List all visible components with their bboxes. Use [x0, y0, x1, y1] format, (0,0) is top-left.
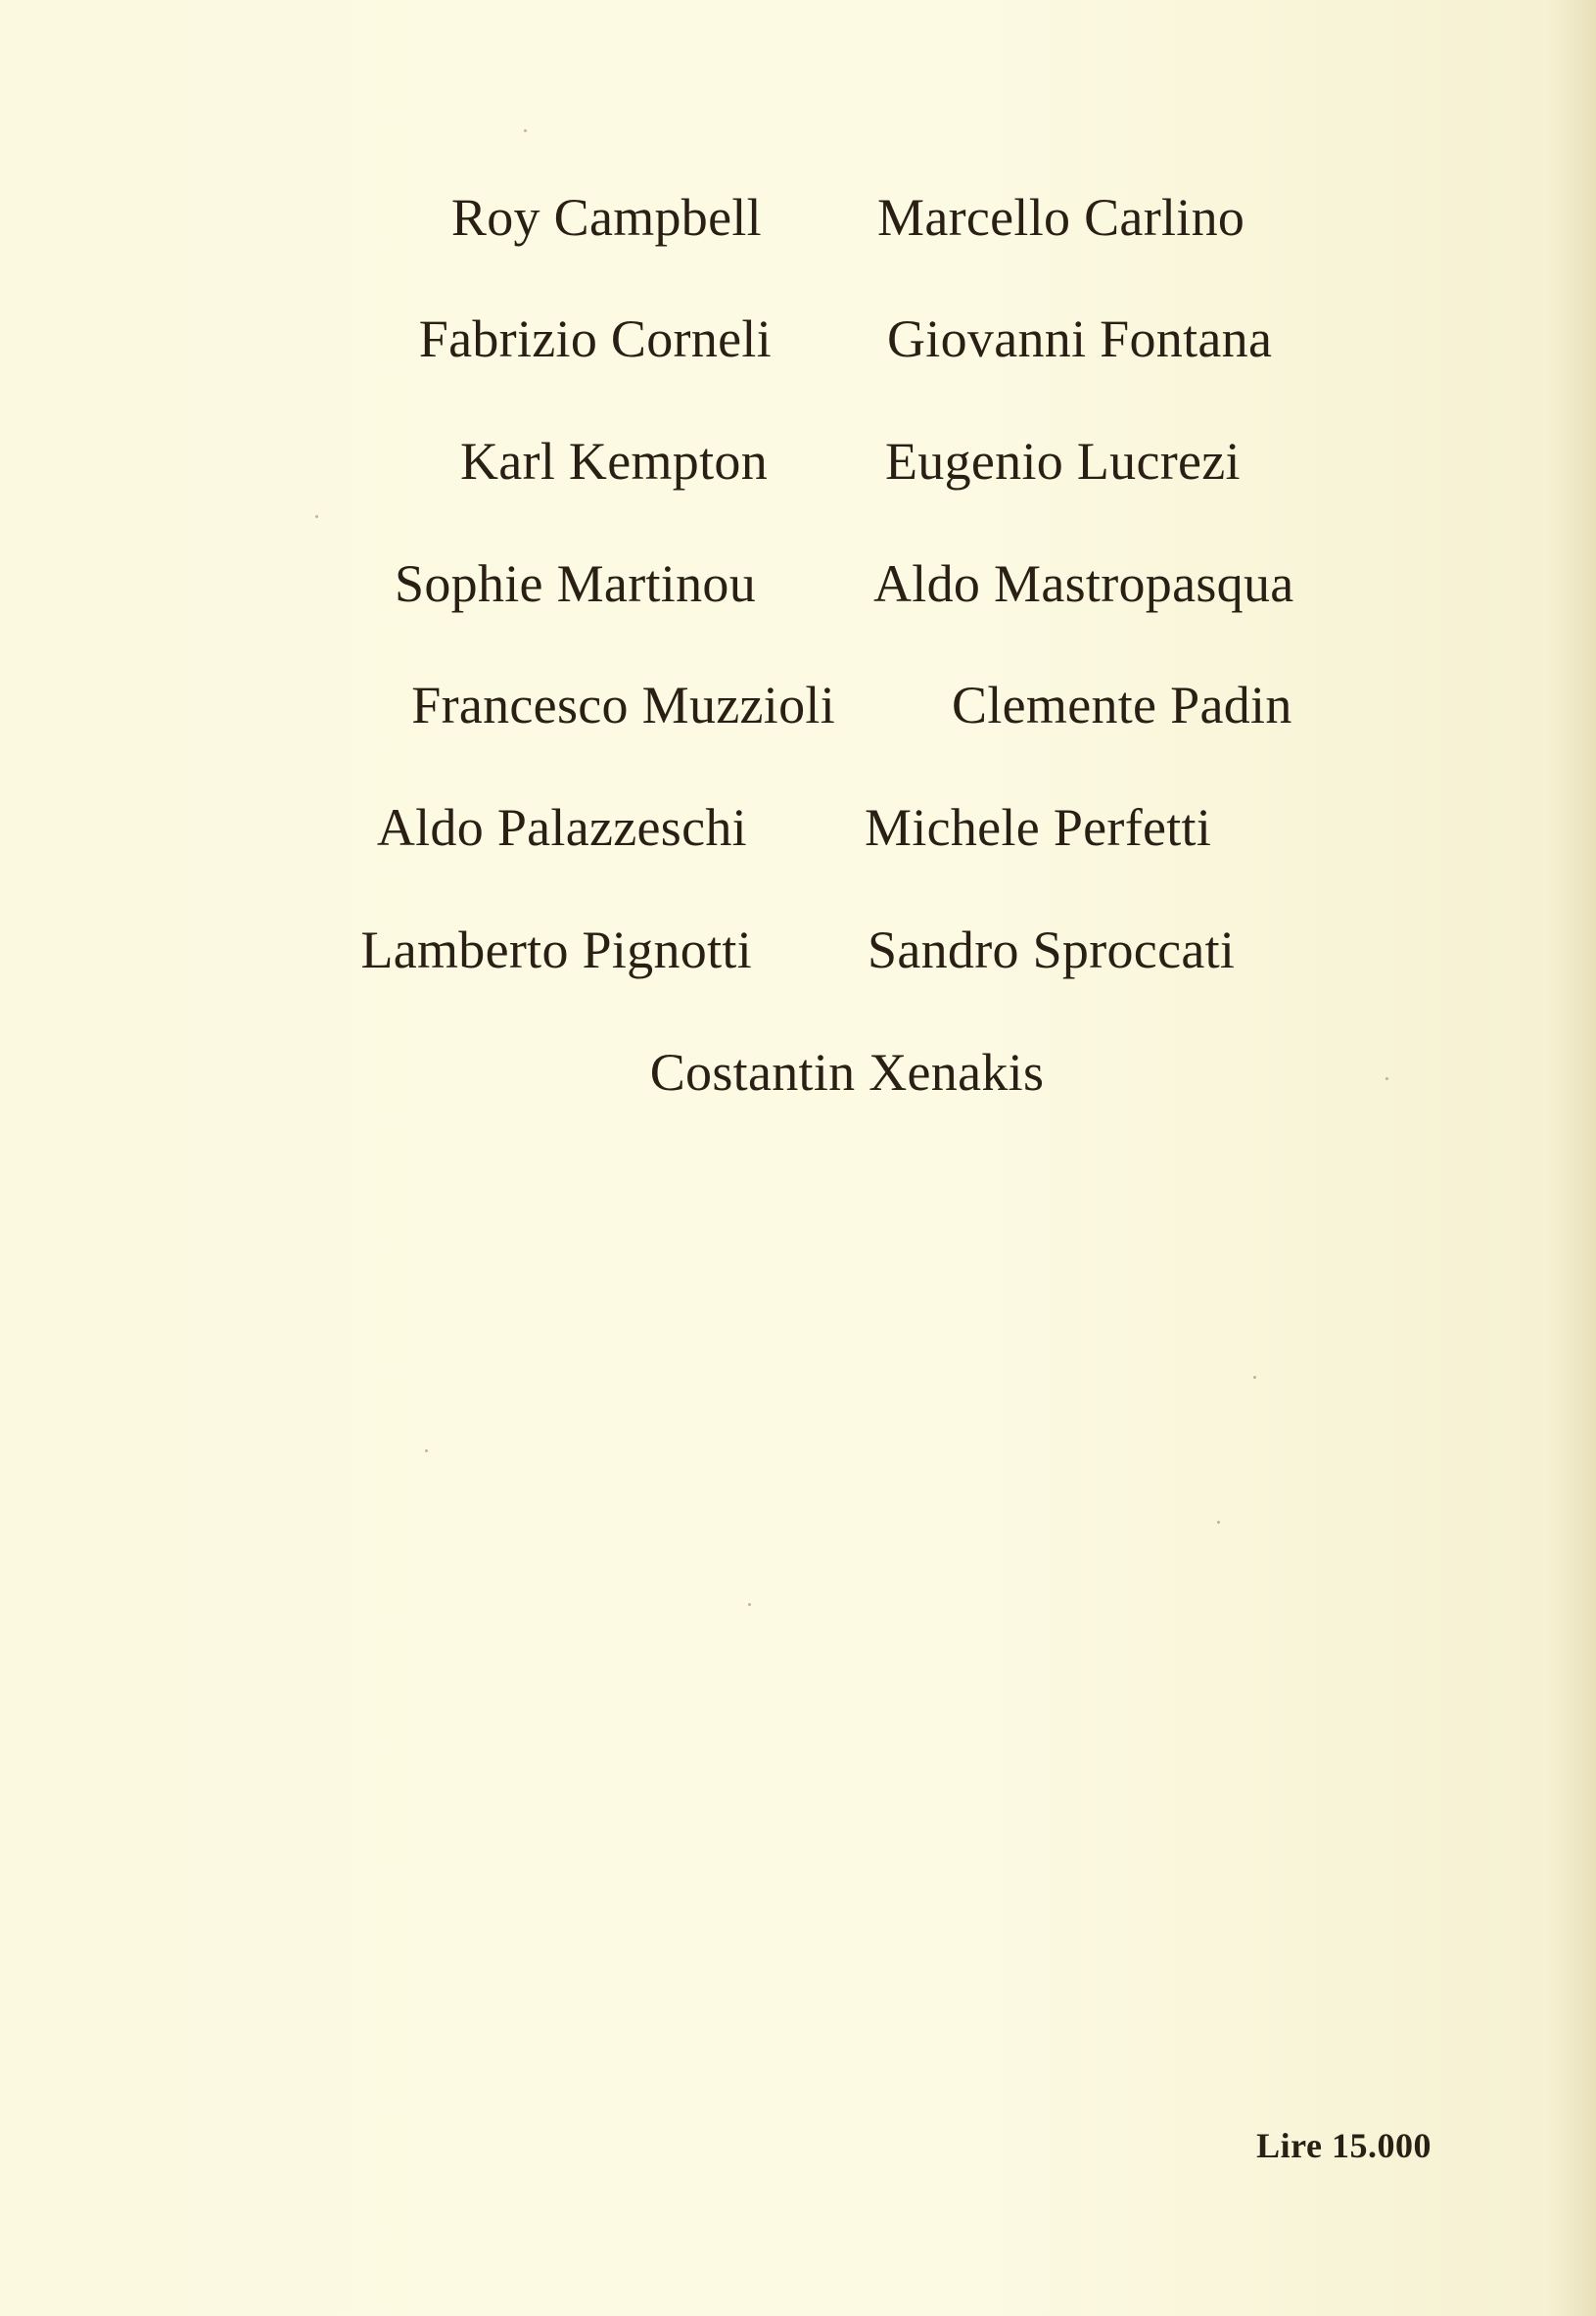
- author-name: Francesco Muzzioli: [411, 676, 835, 734]
- author-name: Costantin Xenakis: [649, 1043, 1045, 1102]
- author-name: Michele Perfetti: [865, 798, 1212, 857]
- paper-speck: [748, 1603, 751, 1606]
- author-name: Aldo Palazzeschi: [376, 798, 747, 857]
- author-name: Eugenio Lucrezi: [885, 432, 1241, 491]
- author-name: Giovanni Fontana: [887, 309, 1273, 368]
- author-name: Marcello Carlino: [877, 188, 1245, 247]
- paper-speck: [425, 1449, 428, 1452]
- author-name: Fabrizio Corneli: [418, 309, 772, 368]
- author-name: Sophie Martinou: [395, 554, 756, 613]
- paper-speck: [1385, 1077, 1388, 1080]
- author-name: Clemente Padin: [952, 676, 1292, 734]
- author-name: Lamberto Pignotti: [360, 921, 752, 979]
- author-name: Roy Campbell: [450, 188, 762, 247]
- author-name: Sandro Sproccati: [868, 921, 1236, 979]
- paper-speck: [1217, 1521, 1220, 1524]
- paper-speck: [524, 129, 527, 132]
- author-name: Aldo Mastropasqua: [873, 554, 1294, 613]
- paper-speck: [1253, 1376, 1256, 1379]
- price-label: Lire 15.000: [1256, 2126, 1432, 2165]
- author-name: Karl Kempton: [459, 432, 768, 491]
- paper-speck: [315, 515, 318, 518]
